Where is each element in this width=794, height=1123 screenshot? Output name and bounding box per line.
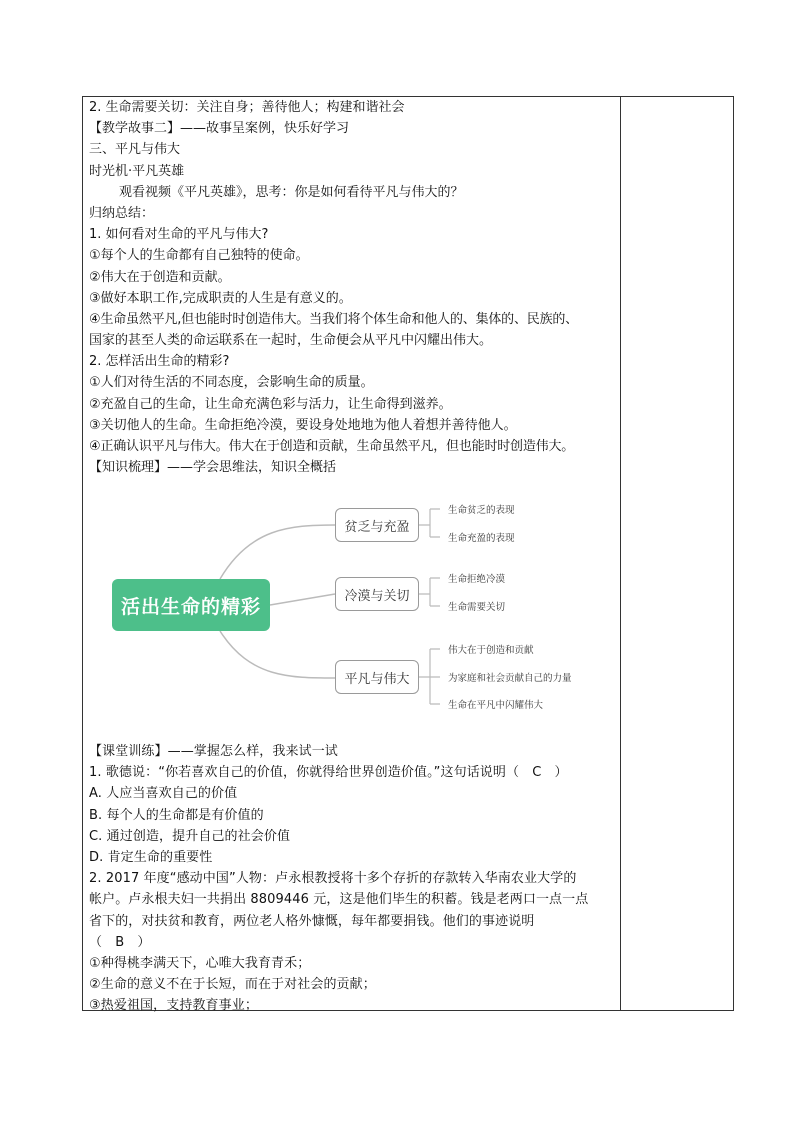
option-d: D. 肯定生命的重要性: [89, 849, 213, 865]
mind-map-leaf: 生命充盈的表现: [448, 533, 515, 544]
text-line: ④生命虽然平凡,但也能时时创造伟大。当我们将个体生命和他人的、集体的、民族的、: [89, 311, 578, 327]
option-b: B. 每个人的生命都是有价值的: [89, 807, 264, 823]
mind-map-root: 活出生命的精彩: [112, 579, 270, 631]
mind-map-leaf: 为家庭和社会贡献自己的力量: [448, 673, 572, 684]
text-line: ②伟大在于创造和贡献。: [89, 269, 231, 285]
section-heading: 【知识梳理】——学会思维法，知识全概括: [89, 460, 337, 476]
mind-map-branch-1: 贫乏与充盈: [335, 508, 419, 542]
mind-map-leaf: 生命拒绝冷漠: [448, 574, 506, 585]
option-a: A. 人应当喜欢自己的价值: [89, 786, 238, 802]
text-line: 1. 如何看对生命的平凡与伟大?: [89, 227, 269, 243]
text-line: ③做好本职工作,完成职责的人生是有意义的。: [89, 290, 352, 306]
question-2-answer: （ B ）: [89, 934, 151, 950]
text-line: 时光机·平凡英雄: [89, 163, 185, 179]
mind-map-leaf: 生命需要关切: [448, 602, 506, 613]
text-line: 归纳总结：: [89, 205, 155, 221]
section-heading: 【课堂训练】——掌握怎么样，我来试一试: [89, 744, 338, 759]
text-line: ①人们对待生活的不同态度，会影响生命的质量。: [89, 375, 374, 391]
text-line: ①每个人的生命都有自己独特的使命。: [89, 248, 309, 264]
statement-2: ②生命的意义不在于长短，而在于对社会的贡献；: [89, 977, 376, 993]
statement-3: ③热爱祖国，支持教育事业；: [89, 998, 258, 1014]
mind-map-leaf: 生命在平凡中闪耀伟大: [448, 700, 544, 711]
text-line: 2. 生命需要关切：关注自身；善待他人；构建和谐社会: [89, 100, 405, 115]
text-line: ②充盈自己的生命，让生命充满色彩与活力，让生命得到滋养。: [89, 396, 452, 412]
text-line: 国家的甚至人类的命运联系在一起时，生命便会从平凡中闪耀出伟大。: [89, 333, 493, 349]
question-2-cont: 省下的，对扶贫和教育，两位老人格外慷慨，每年都要捐钱。他们的事迹说明: [89, 913, 535, 929]
text-line: ④正确认识平凡与伟大。伟大在于创造和贡献，生命虽然平凡，但也能时时创造伟大。: [89, 439, 575, 454]
text-line: ③关切他人的生命。生命拒绝冷漠，要设身处地地为他人着想并善待他人。: [89, 417, 517, 433]
question-1: 1. 歌德说：“你若喜欢自己的价值，你就得给世界创造价值。”这句话说明（ C ）: [89, 765, 568, 781]
exercise-content: [89, 741, 617, 1016]
mind-map-branch-2: 冷漠与关切: [335, 577, 419, 611]
option-c: C. 通过创造，提升自己的社会价值: [89, 828, 291, 844]
text-line: 2. 怎样活出生命的精彩?: [89, 354, 230, 370]
section-heading: 【教学故事二】——故事呈案例，快乐好学习: [89, 121, 350, 137]
question-2-cont: 帐户。卢永根夫妇一共捐出 8809446 元，这是他们毕生的积蓄。钱是老两口一点一点: [89, 892, 589, 908]
statement-1: ①种得桃李满天下，心唯大我育青禾；: [89, 955, 311, 971]
text-line: 观看视频《平凡英雄》，思考：你是如何看待平凡与伟大的？: [119, 184, 464, 200]
mind-map-branch-3: 平凡与伟大: [335, 660, 419, 694]
table-column-divider: [620, 96, 621, 1011]
question-2: 2. 2017 年度“感动中国”人物：卢永根教授将十多个存折的存款转入华南农业大学的: [89, 871, 577, 887]
text-line: 三、平凡与伟大: [89, 142, 181, 158]
lesson-content: [89, 97, 617, 478]
mind-map-leaf: 生命贫乏的表现: [448, 505, 515, 516]
mind-map: [100, 488, 620, 728]
mind-map-leaf: 伟大在于创造和贡献: [448, 645, 534, 656]
